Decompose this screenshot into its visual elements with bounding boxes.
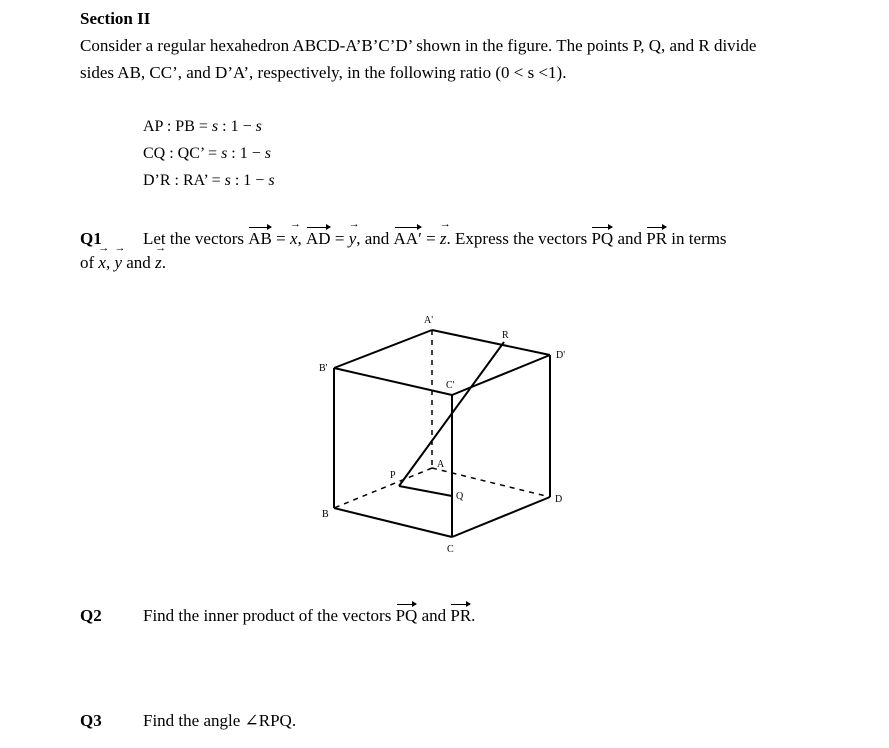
label-a: A bbox=[437, 459, 445, 470]
vector-x: x → bbox=[98, 253, 106, 273]
q1-text: of bbox=[80, 253, 99, 272]
ratio-lhs: CQ : QC’ = bbox=[143, 145, 222, 162]
q1-text: in terms bbox=[667, 229, 727, 248]
ratio-rest: : 1 − bbox=[230, 172, 269, 189]
equals: = bbox=[271, 229, 290, 248]
ratio-s2: s bbox=[255, 118, 262, 135]
vector-aa-prime: AA′ bbox=[393, 229, 422, 248]
equals: = bbox=[330, 229, 349, 248]
comma: , bbox=[297, 229, 307, 248]
intro-line-1: Consider a regular hexahedron ABCD-A’B’C’D’ shown in the figure. The points P, Q, and R divide bbox=[80, 36, 757, 55]
edge-c-prime-d-prime bbox=[452, 355, 550, 395]
edge-b-prime-a-prime bbox=[334, 330, 432, 368]
label-d-prime: D' bbox=[556, 350, 566, 361]
ratio-lhs: D’R : RA’ = bbox=[143, 172, 225, 189]
vector-y: y → bbox=[349, 229, 357, 249]
ratio-rest: : 1 − bbox=[218, 118, 256, 135]
vector-pq: PQ bbox=[395, 606, 418, 625]
ratio-s: s bbox=[221, 145, 228, 162]
vector-pq: PQ bbox=[591, 229, 614, 248]
edge-a-b bbox=[334, 468, 432, 508]
and: and bbox=[613, 229, 647, 248]
equals: = bbox=[421, 229, 440, 248]
ratio-s2: s bbox=[264, 145, 271, 162]
vector-z: z → bbox=[155, 253, 162, 273]
section-title: Section II bbox=[80, 9, 151, 28]
vector-y: y → bbox=[114, 253, 122, 273]
vector-pr: PR bbox=[646, 229, 668, 248]
period: . bbox=[471, 606, 476, 625]
q3-label: Q3 bbox=[80, 711, 102, 730]
edge-a-prime-d-prime bbox=[432, 330, 550, 355]
vector-pr: PR bbox=[450, 606, 472, 625]
ratio-s: s bbox=[211, 118, 219, 135]
label-a-prime: A' bbox=[424, 315, 434, 326]
q1-text: . Express the vectors bbox=[446, 229, 592, 248]
edge-b-prime-c-prime bbox=[334, 368, 452, 395]
q1-text: Let the vectors bbox=[143, 229, 249, 248]
segment-p-q bbox=[399, 486, 452, 496]
vector-x: x → bbox=[290, 229, 298, 249]
edge-a-d bbox=[432, 468, 550, 497]
label-d: D bbox=[555, 494, 563, 505]
edge-c-d bbox=[452, 497, 550, 537]
vector-z: z → bbox=[440, 229, 447, 249]
and: and bbox=[417, 606, 451, 625]
label-c-prime: C' bbox=[446, 380, 455, 391]
edge-b-c bbox=[334, 508, 452, 537]
label-p: P bbox=[390, 470, 396, 481]
ratio-s: s bbox=[224, 172, 231, 189]
ratio-rest: : 1 − bbox=[227, 145, 265, 162]
label-b: B bbox=[322, 509, 329, 520]
comma-and: , and bbox=[356, 229, 394, 248]
q2-text bbox=[143, 606, 475, 626]
q2-text-start: Find the inner product of the vectors bbox=[143, 606, 396, 625]
vector-ad: AD bbox=[306, 229, 331, 248]
period: . bbox=[161, 253, 166, 272]
q1-label: Q1 bbox=[80, 229, 102, 248]
label-b-prime: B' bbox=[319, 363, 328, 374]
q3-text: Find the angle ∠RPQ. bbox=[143, 711, 297, 730]
q2-label: Q2 bbox=[80, 606, 102, 625]
label-c: C bbox=[447, 544, 454, 555]
label-r: R bbox=[502, 330, 509, 341]
label-q: Q bbox=[456, 491, 464, 502]
comma: , bbox=[105, 253, 115, 272]
ratio-s2: s bbox=[268, 172, 275, 189]
ratio-lhs: AP : PB = bbox=[143, 118, 212, 135]
and: and bbox=[122, 253, 156, 272]
intro-line-2: sides AB, CC’, and D’A’, respectively, in the following ratio (0 < s <1). bbox=[80, 63, 567, 82]
vector-ab: AB bbox=[248, 229, 272, 248]
